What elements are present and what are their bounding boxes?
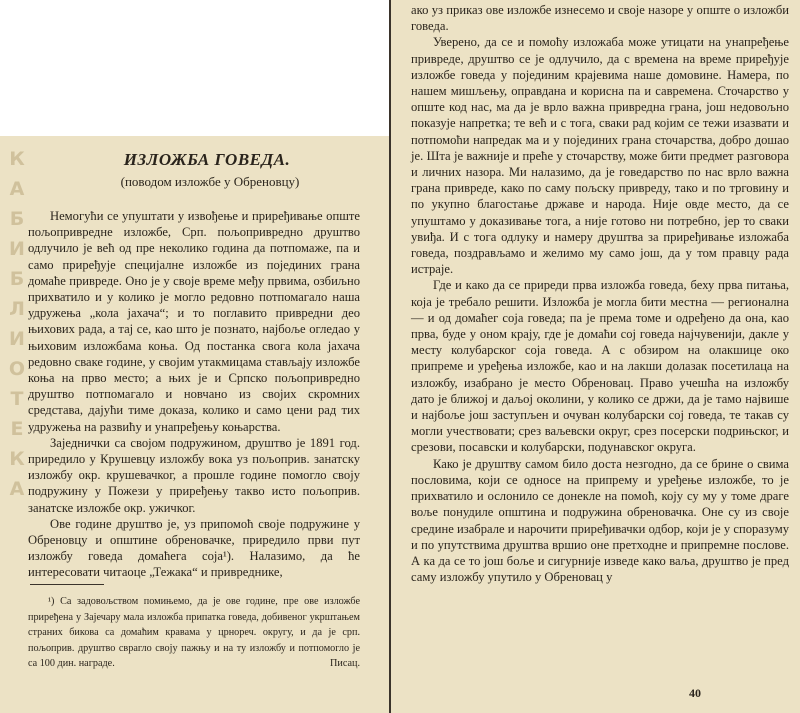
left-page [0,136,389,713]
footnote [28,594,360,672]
article-subtitle: (поводом изложбе у Обреновцу) [120,174,300,189]
paragraph: Ове године друштво је, уз припомоћ своје подружине у Обреновцу и општине обреновачке, приредило први пут изложбу говеда домаћега соја¹). Налазимо, да ће интересовати читаоце „Тежака“ и привреднике, [28,516,360,580]
page-number: 40 [689,686,701,700]
footnote-signature: Писац. [330,658,360,670]
paragraph: ако уз приказ ове изложбе изнесемо и своје назоре у опште о изложби говеда. [411,3,789,34]
stamp-letter: Б [9,268,25,290]
stamp-letter: И [9,238,25,260]
stamp-letter: Л [9,298,25,320]
paragraph: Уверено, да се и помоћу изложаба може утицати на унапређење привреде, друштво се је одлучило, да с времена на време приређује изложбе говеда у појединим крајевима наше домовине. Намера, по нашем мишљењу, оправдана и корисна па и саврeмена. Сточарство у опште код нас, ма да је врло важна привредна грана, још недовољно показује напретка; те већ и с тога, сваки рад којим се тежи изазвати и потпомоћи напредак ма и у појединих грана сточарства, добро дошао је. Шта је важније и преће у сточарству, може бити предмет разговора и личних назора. Ми налазимо, да је говедарство по нас врло важна грана привреде, како по саму пољску привреду, тако и по трговину и по укупно благостање државе и народа. Није овде место, да се упуштамо у доказивање тога, а није готово ни потребно, јер то сваки увиђа. И с тога одлуку и намеру друштва за приређивање изложаба говеда, поздрављамо и желимо му само још, да у том правцу рада истраје. [411,35,789,277]
stamp-letter: Т [10,388,24,410]
footnote-rule [30,584,104,585]
right-column-body [411,2,789,585]
stamp-letter: К [9,148,25,170]
stamp-letter: О [8,358,26,380]
library-stamp [6,144,28,644]
stamp-letter: Е [10,418,24,440]
stamp-letter: Б [9,208,25,230]
stamp-letter: К [9,448,25,470]
stamp-letter: А [9,178,25,200]
article-title: ИЗЛОЖБА ГОВЕДА. [123,150,291,169]
left-column-body [28,208,360,581]
paragraph: Где и како да се приреди прва изложба говеда, беху прва питања, која је требало решити. Изложба је могла бити местна — регионална — и од домаћег соја говеда; па је према томе и одређено да она, као прва, буде у оном крају, где је домаћи сој говеда најчувенији, дакле у месту колубарског соја говеда. А с обзиром на олакшице око припреме и уређења изложбе, као и на лакши долазак посетилаца на изложбу, изабрано је место Обреновац. Право учешћа на изложбу дато је ближој и даљој околини, у колико се држи, да је тамо највише и најбоље још заступљен и очуван колубарски сој говеда, те такав су могли учествовати; срез ваљевски округ, срез посерски подрињског, и срезови, посавски и колубарски, подунавског округа. [411,278,789,455]
paragraph: Заједнички са својом подружином, друштво је 1891 год. приредило у Крушевцу изложбу вока уз пољоприв. занатску изложбу окр. крушевачког, а прошле године помогло своју подружину у Пожези у приређењу такво исто пољоприв. занатске изложбе окр. ужичког. [28,435,360,515]
paragraph: Немогући се упуштати у извођење и приређивање опште пољопривредне изложбе, Срп. пољопривредно друштво одлучило је већ од пре неколико година да потпомаже, па и само приређује специјалне изложбе из појединих грана домаће привреде. Оно је у своје време међу првима, озбиљно прихватило и у колико је могло редовно потпомагало наша удружења „кола јахача“; и то поглавито привредни део њихових рада, а тај се, као што је познато, најбоље огледао у њиховим изложбама коња. Од постанка свога кола јахача редовно сваке године, у својим утакмицама стављају изложбе коња на прво место; а њих је и Српско пољопривредно друштво потпомагало и новчано из својих скромних средстава, дајући тиме доказа, колико и само цени рад тих удружења на развићу и унапређењу коњарства. [28,209,360,434]
stamp-letter: И [9,328,25,350]
paragraph: Како је друштву самом било доста незгодно, да се брине о свима пословима, који се односе на припрему и уређење изложбе, то је прихватило и ослонило се донекле на помоћ, коју су му у томе драге воље понудиле општина и подружина обреновачка. Оне су из своје средине изабрале и нарочити приређивачки одбор, који је у споразуму и по упутствима друштва вршио оне претходне и припремне послове. А ка да се то још боље и сигурније изведе како ваља, друштво је пред саму изложбу упутило у Обреновац у [411,456,789,585]
footnote-text: ¹) Са задовољством помињемо, да је ове године, пре ове изложбе приређена у Зајечару мала изложба припатка говеда, добивеног укрштањем страних бикова са домаћим кравама у црнореч. округу, и да је срп. пољоприв. друштво сврагло своју пажњу и на ту изложбу и потпомогло је са 100 дин. награде. [28,596,360,670]
stamp-letter: А [9,478,25,500]
right-page [391,0,800,713]
